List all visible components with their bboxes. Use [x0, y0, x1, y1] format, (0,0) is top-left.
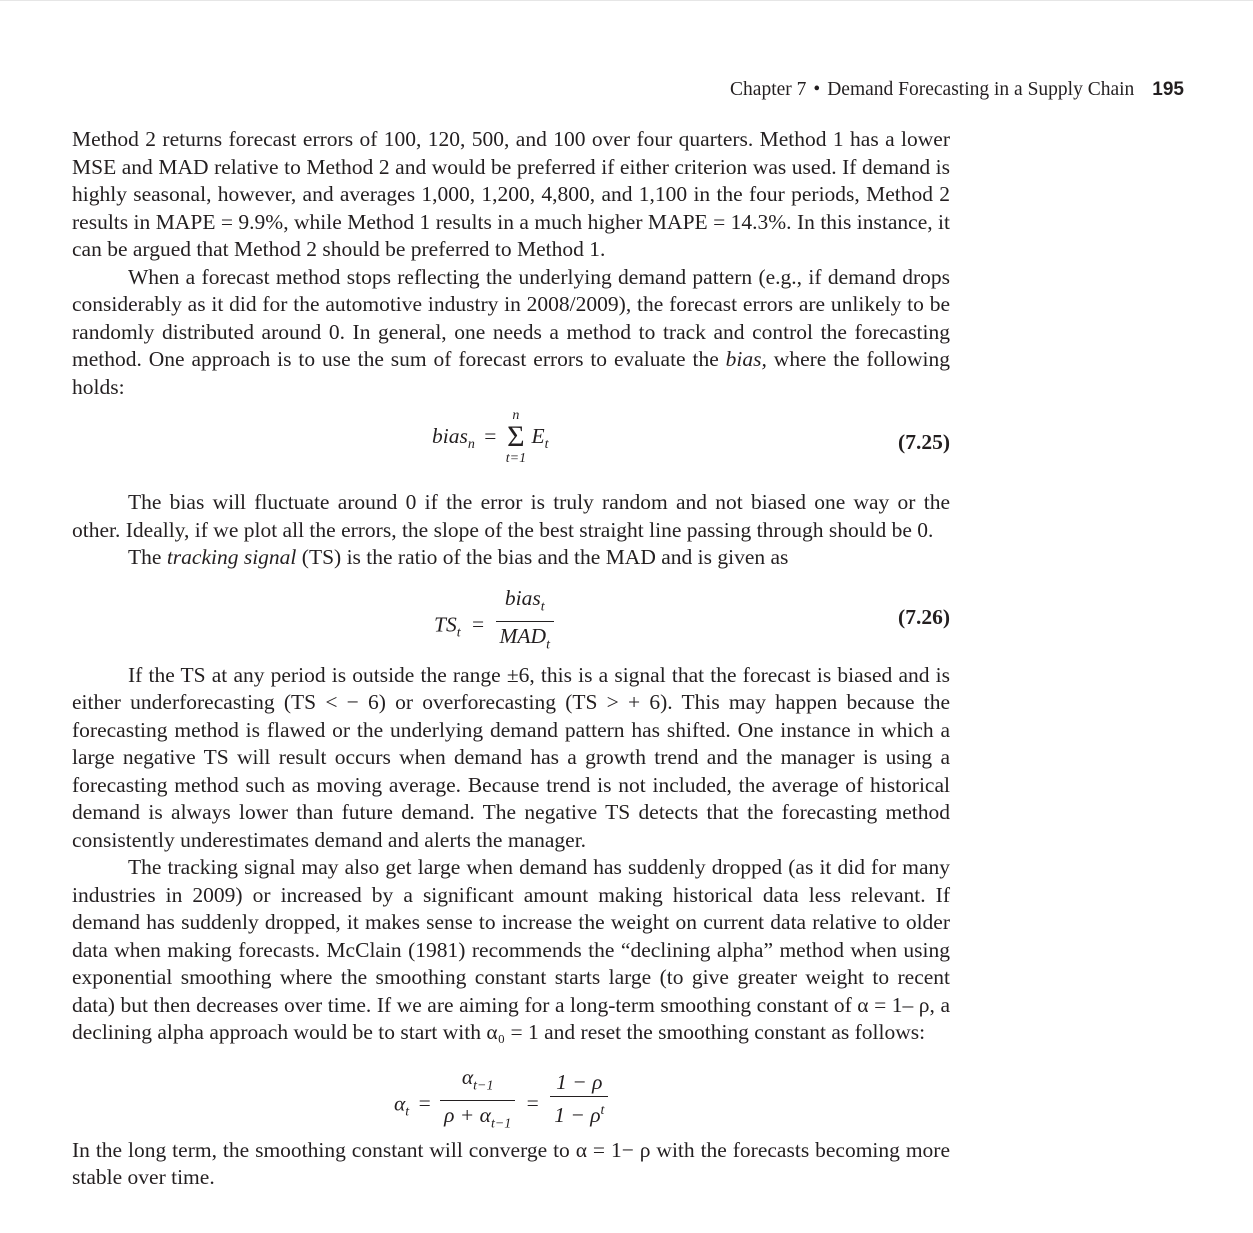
- equation-7-25: bias$_n$ = n Σ t=1 $E_t$ (7.25): [432, 408, 950, 466]
- top-border-line: [0, 0, 1253, 1]
- equation-number-7-25: (7.25): [898, 430, 950, 454]
- paragraph-3: The bias will fluctuate around 0 if the error is truly random and not biased one way or the other. Ideally, if we plot all the errors, the slope of the best straight line passing through should be 0.: [72, 490, 950, 542]
- chapter-label: Chapter 7: [730, 79, 807, 100]
- equation-number-7-26: (7.26): [898, 604, 950, 629]
- paragraph-2: When a forecast method stops reflecting the underlying demand pattern (e.g., if demand drops considerably as it did for the automotive industry in 2008/2009), the forecast errors are unlikely to be randomly distributed around 0. In general, one needs a method to track and control the forecasting method. One approach is to use the sum of forecast errors to evaluate the bias, where the following holds:: [72, 264, 950, 399]
- paragraph-1: Method 2 returns forecast errors of 100, 120, 500, and 100 over four quarters. Method 1 has a lower MSE and MAD relative to Method 2 and would be preferred if either criterion was used. If demand is highly seasonal, however, and averages 1,000, 1,200, 4,800, and 1,100 in the four periods, Method 2 results in MAPE = 9.9%, while Method 1 results in a much higher MAPE = 14.3%. In this instance, it can be argued that Method 2 should be preferred to Method 1.: [72, 127, 950, 261]
- paragraph-5: If the TS at any period is outside the range ±6, this is a signal that the forecast is biased and is either underforecasting (TS < − 6) or overforecasting (TS > + 6). This may happen because the forecasting method is flawed or the underlying demand pattern has shifted. One instance in which a large negative TS will result occurs when demand has a growth trend and the manager is using a forecasting method such as moving average. Because trend is not included, the average of historical demand is always lower than future demand. The negative TS detects that the forecasting method consistently underestimates demand and alerts the manager.: [72, 662, 950, 852]
- paragraph-7: In the long term, the smoothing constant will converge to α = 1− ρ with the forecasts becoming more stable over time.: [72, 1137, 950, 1189]
- page-body: [72, 126, 950, 1192]
- equation-7-26: $TS_t$ = $\frac{bias_t}{MAD_t}$ (7.26): [434, 585, 950, 653]
- paragraph-6: The tracking signal may also get large when demand has suddenly dropped (as it did for many industries in 2009) or increased by a significant amount making historical data less relevant. If demand has suddenly dropped, it makes sense to increase the weight on current data relative to older data when making forecasts. McClain (1981) recommends the “declining alpha” method when using exponential smoothing where the smoothing constant starts large (to give greater weight to recent data) but then decreases over time. If we are aiming for a long-term smoothing constant of α = 1– ρ, a declining alpha approach would be to start with α₀ = 1 and reset the smoothing constant as follows:: [72, 855, 950, 1044]
- running-header: [730, 79, 1184, 101]
- paragraph-4: The tracking signal (TS) is the ratio of the bias and the MAD and is given as: [128, 545, 789, 569]
- equation-declining-alpha: $\alpha_t$ = $\frac{\alpha_{t-1}}{\rho + \alpha_{t-1}}$ = $\frac{1 - \rho}{1 - \rho^t}$: [72, 1049, 950, 1137]
- page-number: 195: [1152, 79, 1184, 100]
- chapter-title: Demand Forecasting in a Supply Chain: [827, 79, 1135, 100]
- header-bullet: •: [813, 79, 821, 100]
